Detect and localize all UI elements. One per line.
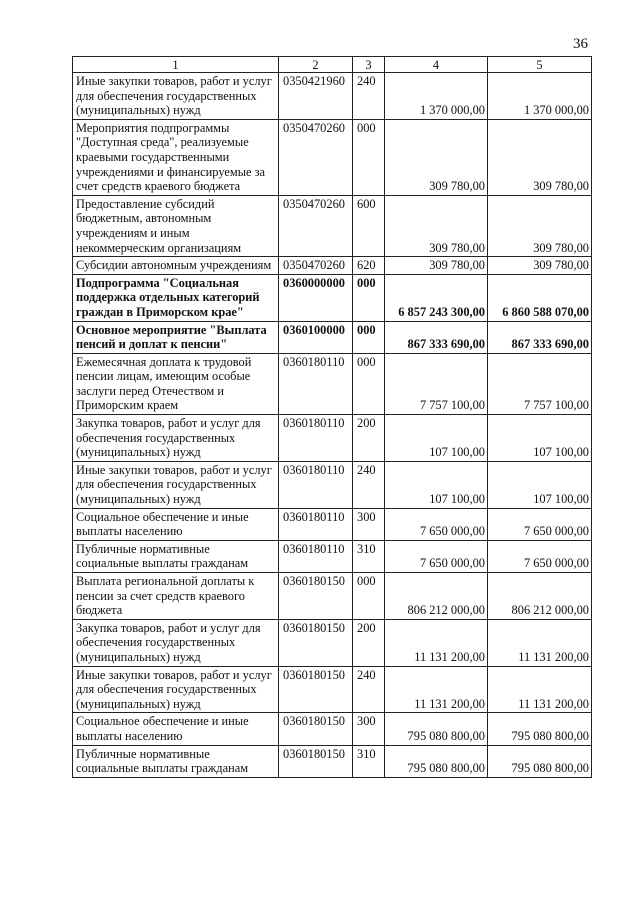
header-col-1: 1 xyxy=(73,57,279,73)
row-value-year2-cell: 806 212 000,00 xyxy=(488,573,592,620)
row-type-cell: 000 xyxy=(353,321,385,353)
row-code-cell: 0360180110 xyxy=(279,353,353,414)
table-row xyxy=(73,73,592,120)
row-code-cell: 0360180150 xyxy=(279,666,353,713)
row-type-cell: 300 xyxy=(353,508,385,540)
row-type-cell: 200 xyxy=(353,619,385,666)
row-value-year1-cell: 806 212 000,00 xyxy=(385,573,488,620)
row-type-cell: 310 xyxy=(353,540,385,572)
table-row xyxy=(73,666,592,713)
row-value-year2-cell: 7 757 100,00 xyxy=(488,353,592,414)
table-row xyxy=(73,119,592,195)
row-code-cell: 0350470260 xyxy=(279,195,353,256)
row-name-cell: Мероприятия подпрограммы "Доступная среда", реализуемые краевыми государственными учреждениями и финансируемые за счет средств краевого бюджета xyxy=(73,119,279,195)
table-row xyxy=(73,745,592,777)
row-value-year1-cell: 867 333 690,00 xyxy=(385,321,488,353)
row-type-cell: 000 xyxy=(353,353,385,414)
table-row xyxy=(73,713,592,745)
row-value-year1-cell: 795 080 800,00 xyxy=(385,713,488,745)
table-row xyxy=(73,274,592,321)
table-row xyxy=(73,415,592,462)
row-name-cell: Социальное обеспечение и иные выплаты населению xyxy=(73,713,279,745)
row-name-cell: Основное мероприятие "Выплата пенсий и доплат к пенсии" xyxy=(73,321,279,353)
row-code-cell: 0360180150 xyxy=(279,619,353,666)
row-name-cell: Ежемесячная доплата к трудовой пенсии лицам, имеющим особые заслуги перед Отечеством и Приморским краем xyxy=(73,353,279,414)
table-row xyxy=(73,540,592,572)
row-name-cell: Иные закупки товаров, работ и услуг для обеспечения государственных (муниципальных) нужд xyxy=(73,666,279,713)
row-value-year2-cell: 309 780,00 xyxy=(488,195,592,256)
row-value-year2-cell: 795 080 800,00 xyxy=(488,745,592,777)
row-value-year1-cell: 309 780,00 xyxy=(385,119,488,195)
row-code-cell: 0360180110 xyxy=(279,415,353,462)
row-type-cell: 300 xyxy=(353,713,385,745)
table-row xyxy=(73,195,592,256)
row-name-cell: Подпрограмма "Социальная поддержка отдельных категорий граждан в Приморском крае" xyxy=(73,274,279,321)
row-type-cell: 240 xyxy=(353,666,385,713)
row-code-cell: 0350470260 xyxy=(279,119,353,195)
row-value-year1-cell: 7 757 100,00 xyxy=(385,353,488,414)
row-name-cell: Субсидии автономным учреждениям xyxy=(73,257,279,275)
row-code-cell: 0360180150 xyxy=(279,573,353,620)
row-value-year2-cell: 11 131 200,00 xyxy=(488,666,592,713)
row-value-year2-cell: 1 370 000,00 xyxy=(488,73,592,120)
row-code-cell: 0360100000 xyxy=(279,321,353,353)
table-row xyxy=(73,257,592,275)
row-value-year1-cell: 6 857 243 300,00 xyxy=(385,274,488,321)
row-value-year1-cell: 309 780,00 xyxy=(385,195,488,256)
row-value-year2-cell: 867 333 690,00 xyxy=(488,321,592,353)
row-value-year2-cell: 7 650 000,00 xyxy=(488,508,592,540)
row-code-cell: 0350470260 xyxy=(279,257,353,275)
row-value-year1-cell: 107 100,00 xyxy=(385,415,488,462)
table-row xyxy=(73,353,592,414)
budget-table xyxy=(72,56,592,778)
row-value-year1-cell: 11 131 200,00 xyxy=(385,666,488,713)
row-code-cell: 0360180110 xyxy=(279,461,353,508)
row-type-cell: 620 xyxy=(353,257,385,275)
row-value-year2-cell: 7 650 000,00 xyxy=(488,540,592,572)
row-type-cell: 000 xyxy=(353,573,385,620)
header-col-5: 5 xyxy=(488,57,592,73)
row-type-cell: 600 xyxy=(353,195,385,256)
header-col-3: 3 xyxy=(353,57,385,73)
row-name-cell: Иные закупки товаров, работ и услуг для обеспечения государственных (муниципальных) нужд xyxy=(73,461,279,508)
row-value-year2-cell: 309 780,00 xyxy=(488,119,592,195)
row-value-year2-cell: 6 860 588 070,00 xyxy=(488,274,592,321)
row-type-cell: 000 xyxy=(353,274,385,321)
row-value-year2-cell: 11 131 200,00 xyxy=(488,619,592,666)
row-value-year2-cell: 309 780,00 xyxy=(488,257,592,275)
table-header-row xyxy=(73,57,592,73)
table-row xyxy=(73,508,592,540)
row-value-year1-cell: 1 370 000,00 xyxy=(385,73,488,120)
row-value-year1-cell: 795 080 800,00 xyxy=(385,745,488,777)
row-name-cell: Иные закупки товаров, работ и услуг для обеспечения государственных (муниципальных) нужд xyxy=(73,73,279,120)
row-name-cell: Предоставление субсидий бюджетным, автономным учреждениям и иным некоммерческим организациям xyxy=(73,195,279,256)
row-value-year1-cell: 7 650 000,00 xyxy=(385,508,488,540)
header-col-4: 4 xyxy=(385,57,488,73)
header-col-2: 2 xyxy=(279,57,353,73)
row-name-cell: Выплата региональной доплаты к пенсии за счет средств краевого бюджета xyxy=(73,573,279,620)
row-code-cell: 0360180150 xyxy=(279,713,353,745)
row-type-cell: 000 xyxy=(353,119,385,195)
table-body xyxy=(73,73,592,778)
row-name-cell: Социальное обеспечение и иные выплаты населению xyxy=(73,508,279,540)
table-row xyxy=(73,321,592,353)
row-value-year1-cell: 107 100,00 xyxy=(385,461,488,508)
row-type-cell: 240 xyxy=(353,461,385,508)
row-type-cell: 310 xyxy=(353,745,385,777)
row-code-cell: 0350421960 xyxy=(279,73,353,120)
table-row xyxy=(73,619,592,666)
row-name-cell: Публичные нормативные социальные выплаты гражданам xyxy=(73,540,279,572)
row-value-year2-cell: 107 100,00 xyxy=(488,461,592,508)
row-name-cell: Закупка товаров, работ и услуг для обеспечения государственных (муниципальных) нужд xyxy=(73,415,279,462)
row-value-year1-cell: 7 650 000,00 xyxy=(385,540,488,572)
row-code-cell: 0360180150 xyxy=(279,745,353,777)
table-row xyxy=(73,461,592,508)
row-name-cell: Публичные нормативные социальные выплаты гражданам xyxy=(73,745,279,777)
row-value-year1-cell: 309 780,00 xyxy=(385,257,488,275)
row-type-cell: 200 xyxy=(353,415,385,462)
row-value-year2-cell: 795 080 800,00 xyxy=(488,713,592,745)
page-number: 36 xyxy=(573,36,588,52)
table-row xyxy=(73,573,592,620)
row-value-year1-cell: 11 131 200,00 xyxy=(385,619,488,666)
row-value-year2-cell: 107 100,00 xyxy=(488,415,592,462)
row-type-cell: 240 xyxy=(353,73,385,120)
row-code-cell: 0360180110 xyxy=(279,540,353,572)
row-code-cell: 0360000000 xyxy=(279,274,353,321)
row-name-cell: Закупка товаров, работ и услуг для обеспечения государственных (муниципальных) нужд xyxy=(73,619,279,666)
row-code-cell: 0360180110 xyxy=(279,508,353,540)
